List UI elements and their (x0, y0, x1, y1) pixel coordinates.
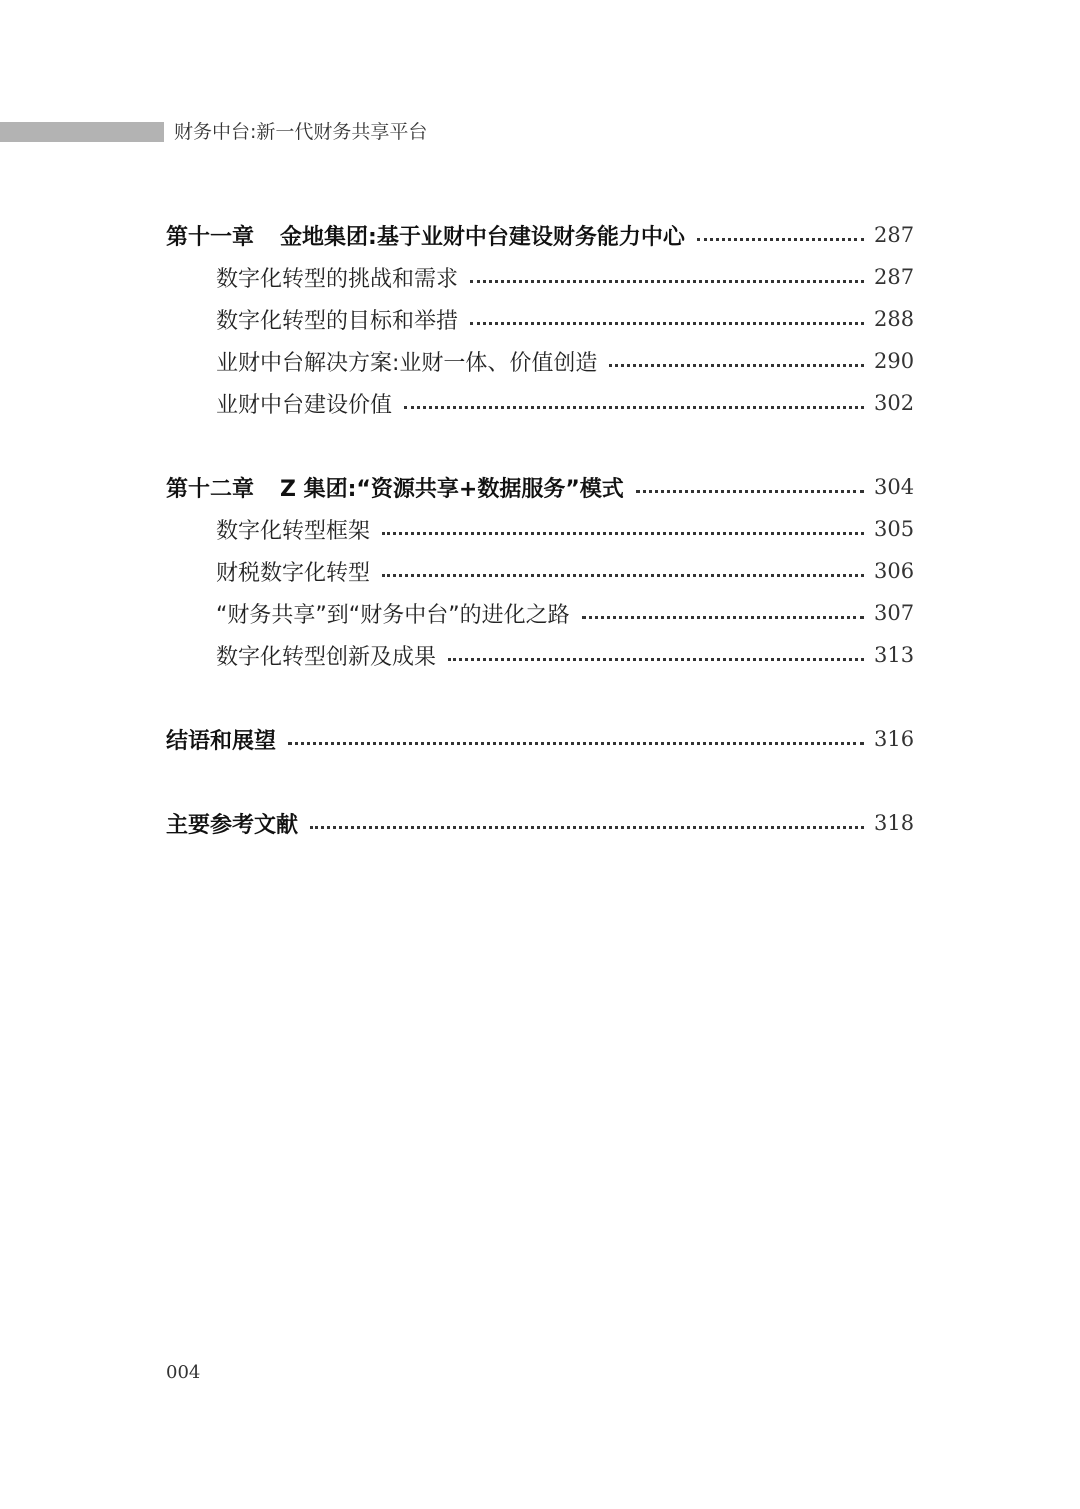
dot-leader (609, 360, 864, 367)
page-ref: 287 (874, 223, 915, 247)
section-title: 数字化转型的挑战和需求 (216, 266, 459, 292)
page-ref: 302 (874, 391, 915, 415)
toc-section[interactable] (166, 550, 914, 592)
chapter-heading (166, 220, 693, 251)
dot-leader (582, 612, 864, 619)
dot-leader (382, 570, 864, 577)
toc-conclusion[interactable] (166, 718, 914, 760)
chapter-title: Z 集团:“资源共享+数据服务”模式 (280, 476, 624, 502)
toc-references[interactable] (166, 802, 914, 844)
toc-section[interactable] (166, 634, 914, 676)
page-ref: 288 (874, 307, 915, 331)
chapter-number: 第十二章 (166, 476, 255, 502)
dot-leader (470, 318, 864, 325)
page-number: 004 (166, 1362, 201, 1383)
dot-leader (636, 486, 864, 493)
chapter-number: 第十一章 (166, 224, 255, 250)
page-ref: 305 (874, 517, 915, 541)
running-header-title: 财务中台:新一代财务共享平台 (174, 121, 428, 143)
page-ref: 313 (874, 643, 915, 667)
toc-section[interactable] (166, 592, 914, 634)
table-of-contents (166, 214, 914, 844)
section-title: 数字化转型的目标和举措 (216, 308, 459, 334)
page-ref: 306 (874, 559, 915, 583)
dot-leader (310, 822, 864, 829)
spacer (166, 676, 914, 718)
dot-leader (470, 276, 864, 283)
page-ref: 290 (874, 349, 915, 373)
section-title: 业财中台解决方案:业财一体、价值创造 (216, 350, 598, 376)
spacer (166, 424, 914, 466)
section-title: 数字化转型框架 (216, 518, 371, 544)
section-title: 业财中台建设价值 (216, 392, 393, 418)
entry-title: 结语和展望 (166, 728, 277, 754)
dot-leader (697, 234, 864, 241)
toc-chapter-12[interactable] (166, 466, 914, 508)
page-ref: 304 (874, 475, 915, 499)
header-decorative-bar (0, 122, 164, 142)
spacer (166, 760, 914, 802)
toc-section[interactable] (166, 298, 914, 340)
page-ref: 287 (874, 265, 915, 289)
toc-section[interactable] (166, 340, 914, 382)
entry-title: 主要参考文献 (166, 812, 299, 838)
dot-leader (404, 402, 864, 409)
toc-section[interactable] (166, 508, 914, 550)
section-title: 数字化转型创新及成果 (216, 644, 437, 670)
chapter-title: 金地集团:基于业财中台建设财务能力中心 (280, 224, 685, 250)
toc-section[interactable] (166, 256, 914, 298)
page-ref: 318 (874, 811, 915, 835)
toc-chapter-11[interactable] (166, 214, 914, 256)
toc-section[interactable] (166, 382, 914, 424)
dot-leader (382, 528, 864, 535)
page-ref: 316 (874, 727, 915, 751)
chapter-heading (166, 472, 632, 503)
section-title: 财税数字化转型 (216, 560, 371, 586)
dot-leader (448, 654, 864, 661)
dot-leader (288, 738, 864, 745)
page-ref: 307 (874, 601, 915, 625)
section-title: “财务共享”到“财务中台”的进化之路 (216, 602, 570, 628)
